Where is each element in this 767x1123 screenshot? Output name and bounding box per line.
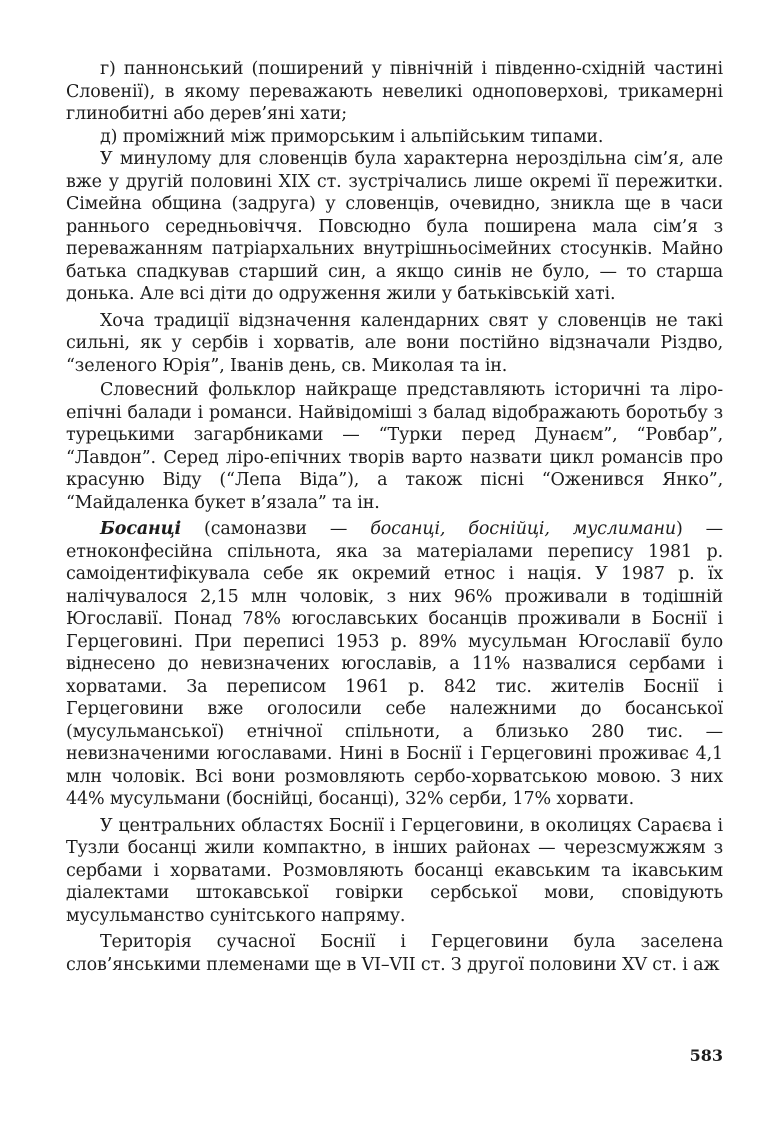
paragraph-bosnians (66, 518, 723, 811)
bosnians-self-names: босанці, боснійці, муслимани (370, 519, 676, 539)
paragraph-folklore: Словесний фольклор найкраще представляють історичні та ліро-епічні балади і романси. Найвідоміші з балад відображають боротьбу з турецькими загарбниками — “Турки перед Дунаєм”, “Ровбар”, “Лавдон”. Серед ліро-епічних творів варто назвати цикл романсів про красуню Віду (“Лепа Віда”), а також пісні “Оженився Янко”, “Майдаленка букет в’язала” та ін. (66, 380, 723, 513)
paragraph-bosnians-settlement: У центральних областях Боснії і Герцеговини, в околицях Сараєва і Тузли босанці жили компактно, в інших районах — черезсмужжям з сербами і хорватами. Розмовляють босанці екавським та ікавським діалектами штокавської говірки сербської мови, сповідують мусульманство сунітського напряму. (66, 815, 723, 926)
paragraph-family: У минулому для словенців була характерна нероздільна сім’я, але вже у другій половині XIX ст. зустрічались лише окремі її пережитки. Сімейна община (задруга) у словенців, очевидно, зникла ще в часи раннього середньовіччя. Повсюдно була поширена мала сім’я з переважанням патріархальних внутрішньосімейних стосунків. Майно батька спадкував старший син, а якщо синів не було, — то старша донька. Але всі діти до одруження жили у батьківській хаті. (66, 149, 723, 304)
page-number: 583 (689, 1046, 723, 1065)
bosnians-body: ) — етноконфесійна спільнота, яка за матеріалами перепису 1981 р. самоідентифікувала себе як окремий етнос і нація. У 1987 р. їх налічувалося 2,15 млн чоловік, з них 96% проживали в тодішній Югославії. Понад 78% югославських босанців проживали в Боснії і Герцеговині. При переписі 1953 р. 89% мусульман Югославії було віднесено до невизначених югославів, а 11% назвалися сербами і хорватами. За переписом 1961 р. 842 тис. жителів Боснії і Герцеговини вже оголосили себе належними до босанської (мусульманської) етнічної спільноти, а близько 280 тис. — невизначеними югославами. Нині в Боснії і Герцеговині проживає 4,1 млн чоловік. Всі вони розмовляють сербо-хорватською мовою. З них 44% мусульмани (боснійці, босанці), 32% серби, 17% хорвати. (66, 519, 723, 809)
bosnians-term: Босанці (100, 519, 182, 539)
paragraph-pannonian-type: г) паннонський (поширений у північній і південно-східній частині Словенії), в якому переважають невеликі одноповерхові, трикамерні глинобитні або дерев’яні хати; (66, 59, 723, 124)
paragraph-holidays: Хоча традиції відзначення календарних свят у словенців не такі сильні, як у сербів і хорватів, але вони постійно відзначали Різдво, “зеленого Юрія”, Іванів день, св. Миколая та ін. (66, 310, 723, 376)
paragraph-intermediate-type: д) проміжний між приморським і альпійським типами. (100, 126, 604, 147)
paragraph-bosnia-territory: Територія сучасної Боснії і Герцеговини була заселена слов’янськими племенами ще в VI–VII ст. З другої половини XV ст. і аж (66, 932, 723, 975)
bosnians-paren-open: (самоназви — (181, 519, 371, 539)
page-body (66, 58, 723, 978)
